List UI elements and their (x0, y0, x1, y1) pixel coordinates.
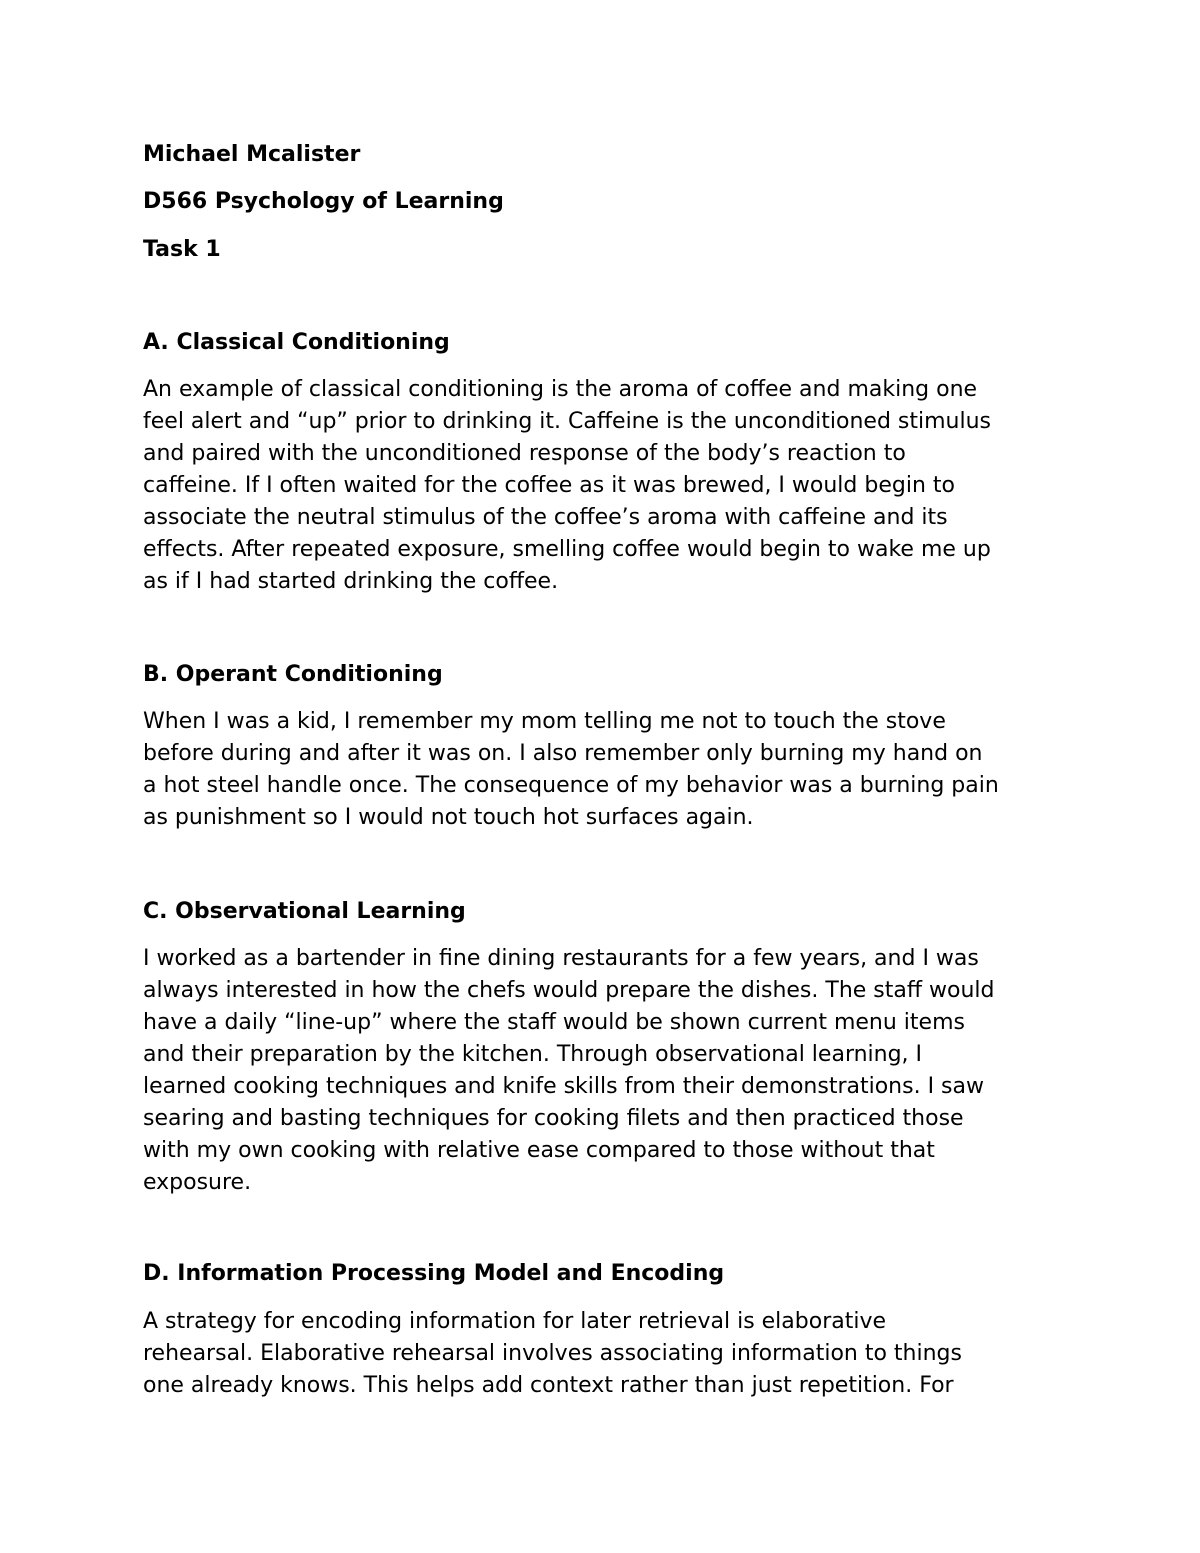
paragraph-line: and their preparation by the kitchen. Through observational learning, I (143, 1042, 923, 1067)
paragraph-line: as if I had started drinking the coffee. (143, 569, 559, 594)
course-title: D566 Psychology of Learning (143, 189, 504, 214)
paragraph-line: feel alert and “up” prior to drinking it. Caffeine is the unconditioned stimulus (143, 409, 992, 434)
section-d-title: D. Information Processing Model and Encoding (143, 1261, 725, 1286)
section-c-paragraph (143, 943, 1073, 1199)
paragraph-line: one already knows. This helps add context rather than just repetition. For (143, 1373, 954, 1398)
section-a-title: A. Classical Conditioning (143, 330, 450, 355)
paragraph-line: exposure. (143, 1170, 252, 1195)
paragraph-line: always interested in how the chefs would prepare the dishes. The staff would (143, 978, 995, 1003)
paragraph-line: as punishment so I would not touch hot surfaces again. (143, 805, 754, 830)
section-d-paragraph (143, 1306, 1073, 1402)
author-name: Michael Mcalister (143, 142, 361, 167)
paragraph-line: caffeine. If I often waited for the coffee as it was brewed, I would begin to (143, 473, 955, 498)
paragraph-line: and paired with the unconditioned response of the body’s reaction to (143, 441, 906, 466)
task-label: Task 1 (143, 237, 221, 262)
section-b-title: B. Operant Conditioning (143, 662, 443, 687)
paragraph-line: associate the neutral stimulus of the coffee’s aroma with caffeine and its (143, 505, 948, 530)
paragraph-line: learned cooking techniques and knife skills from their demonstrations. I saw (143, 1074, 984, 1099)
paragraph-line: rehearsal. Elaborative rehearsal involves associating information to things (143, 1341, 962, 1366)
paragraph-line: searing and basting techniques for cooking filets and then practiced those (143, 1106, 964, 1131)
section-b-paragraph (143, 706, 1073, 834)
section-c-title: C. Observational Learning (143, 899, 466, 924)
paragraph-line: A strategy for encoding information for later retrieval is elaborative (143, 1309, 887, 1334)
paragraph-line: I worked as a bartender in fine dining restaurants for a few years, and I was (143, 946, 979, 971)
paragraph-line: When I was a kid, I remember my mom telling me not to touch the stove (143, 709, 946, 734)
paragraph-line: have a daily “line-up” where the staff would be shown current menu items (143, 1010, 965, 1035)
paragraph-line: An example of classical conditioning is the aroma of coffee and making one (143, 377, 978, 402)
section-a-paragraph (143, 374, 1073, 598)
paragraph-line: before during and after it was on. I also remember only burning my hand on (143, 741, 983, 766)
paragraph-line: a hot steel handle once. The consequence of my behavior was a burning pain (143, 773, 999, 798)
paragraph-line: with my own cooking with relative ease compared to those without that (143, 1138, 935, 1163)
paragraph-line: effects. After repeated exposure, smelling coffee would begin to wake me up (143, 537, 991, 562)
